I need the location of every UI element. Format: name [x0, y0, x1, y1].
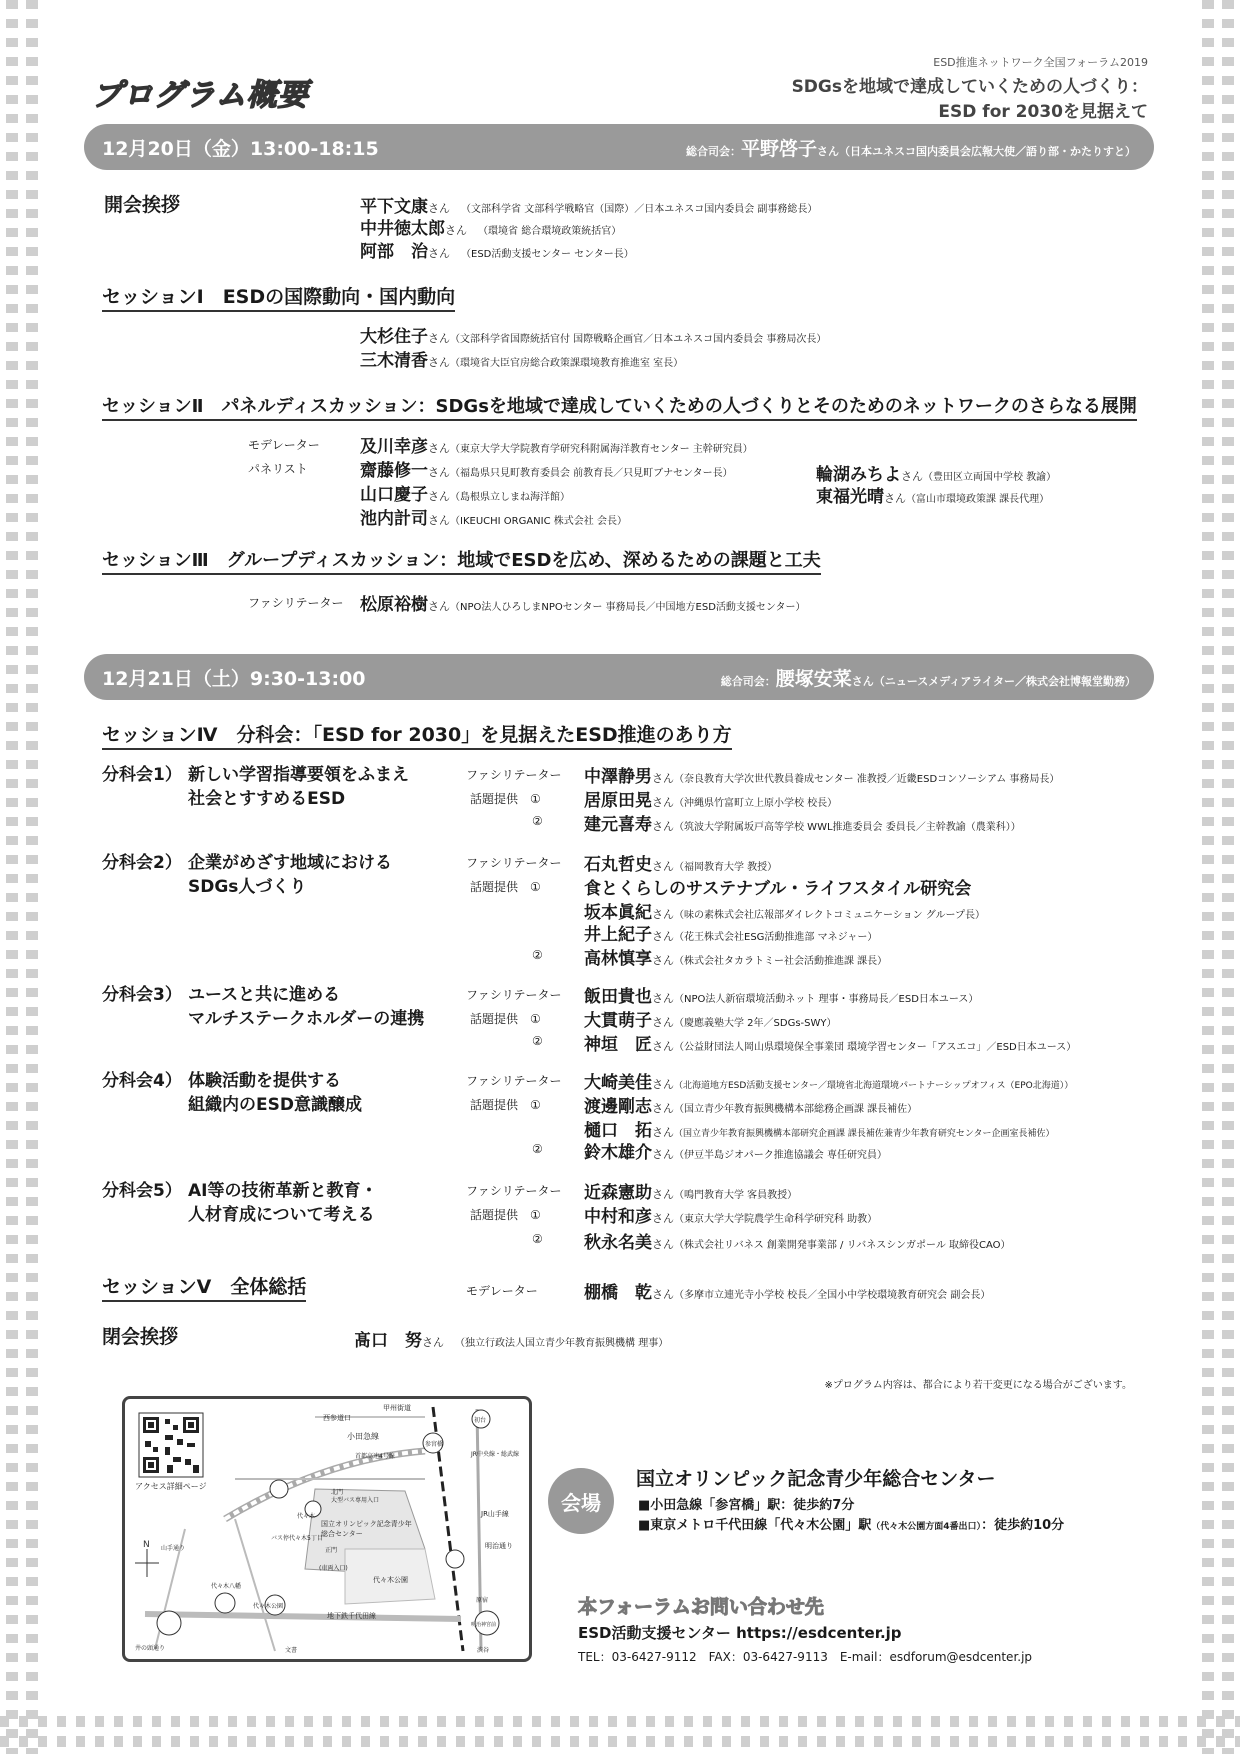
role-label: 話題提供 ①	[470, 1208, 541, 1222]
session2-panelist	[816, 482, 1049, 507]
speaker-name: 松原裕樹	[360, 595, 428, 615]
san: さん	[652, 1288, 674, 1301]
group4-person	[584, 1092, 917, 1117]
map-label: 初台	[474, 1417, 487, 1424]
group2-title1: 企業がめざす地域における	[188, 853, 392, 873]
affiliation: （東京大学大学院教育学研究科附属海洋教育センター 主幹研究員）	[450, 444, 753, 455]
map-label: 首都高速4号線	[355, 1453, 395, 1460]
group3-title2: マルチステークホルダーの連携	[188, 1009, 425, 1029]
access2-b: （代々木公園方面4番出口）	[871, 1522, 982, 1532]
speaker-name: 大杉住子	[360, 327, 428, 347]
access2-c: ：徒歩約10分	[981, 1518, 1065, 1533]
group5-person	[584, 1178, 797, 1203]
san: さん	[428, 514, 450, 527]
group1-num: 分科会1）	[102, 765, 182, 785]
speaker-name: 平下文康	[360, 197, 428, 217]
san: さん	[652, 1078, 674, 1091]
group3-person	[584, 1030, 1076, 1055]
panelist-label: パネリスト	[248, 462, 308, 476]
san: さん	[884, 492, 906, 505]
affiliation: （株式会社タカラトミー社会活動推進課 課長）	[674, 956, 888, 967]
group4-title2: 組織内のESD意識醸成	[188, 1095, 362, 1115]
session5-moderator	[584, 1278, 990, 1303]
session4-title: セッションⅣ 分科会：「ESD for 2030」を見据えたESD推進のあり方	[102, 720, 732, 750]
session3-title: セッションⅢ グループディスカッション：地域でESDを広め、深めるための課題と工夫	[102, 546, 821, 575]
map-label: 正門	[325, 1547, 338, 1554]
san: さん	[652, 1040, 674, 1053]
san: さん	[652, 1102, 674, 1115]
affiliation: （沖縄県竹富町立上原小学校 校長）	[674, 798, 838, 809]
map-label: 参宮橋	[425, 1441, 444, 1448]
opening-speaker	[360, 237, 634, 262]
speaker-name: 居原田晃	[584, 791, 652, 811]
speaker-name: 中澤静男	[584, 767, 652, 787]
speaker-name: 中井徳太郎	[360, 219, 445, 239]
map-label: 原宿	[476, 1597, 489, 1604]
san: さん	[652, 796, 674, 809]
affiliation: （北海道地方ESD活動支援センター／環境省北海道環境パートナーシップオフィス（EPO北海道））	[674, 1081, 1074, 1091]
role-label: 話題提供 ①	[470, 880, 541, 894]
speaker-name: 井上紀子	[584, 925, 652, 945]
day1-mc-name: 平野啓子	[740, 137, 817, 160]
affiliation: （鳴門教育大学 客員教授）	[674, 1190, 798, 1201]
map-label: 代々木公園	[253, 1603, 284, 1610]
role-label: ファシリテーター	[466, 988, 562, 1002]
speaker-name: 中村和彦	[584, 1207, 652, 1227]
map-label: 北門	[331, 1489, 344, 1496]
affiliation: （国立青少年教育振興機構本部研究企画課 課長補佐兼青少年教育研究センター企画室長補佐）	[674, 1129, 1055, 1139]
contact-org[interactable]: ESD活動支援センター https://esdcenter.jp	[578, 1624, 902, 1642]
day2-mc-affil: さん（ニュースメディアライター／株式会社博報堂勤務）	[851, 674, 1136, 688]
closing-speaker	[354, 1326, 668, 1351]
group4-person	[584, 1138, 887, 1163]
san: さん	[428, 202, 450, 215]
session1-title: セッションⅠ ESDの国際動向・国内動向	[102, 282, 455, 312]
affiliation: （IKEUCHI ORGANIC 株式会社 会長）	[450, 516, 627, 527]
role-label: ファシリテーター	[466, 1184, 562, 1198]
affiliation: （福岡教育大学 教授）	[674, 862, 778, 873]
role-label: ファシリテーター	[466, 856, 562, 870]
speaker-name: 阿部 治	[360, 242, 428, 262]
group1-person	[584, 786, 837, 811]
san: さん	[428, 466, 450, 479]
map-label: バス停代々木5丁目	[271, 1535, 323, 1542]
san: さん	[445, 224, 467, 237]
speaker-name: 高林慎享	[584, 949, 652, 969]
speaker-name: 輪湖みちよ	[816, 465, 901, 485]
san: さん	[652, 930, 674, 943]
role-label: ②	[532, 814, 543, 828]
border-dots-left-2	[26, 0, 38, 1754]
group1-title2: 社会とすすめるESD	[188, 789, 346, 809]
group5-person	[584, 1202, 877, 1227]
map-label: 文書	[285, 1647, 298, 1654]
group2-person	[584, 944, 887, 969]
session1-speaker	[360, 346, 683, 371]
affiliation: （独立行政法人国立青少年教育振興機構 理事）	[460, 1338, 669, 1349]
border-dots-bottom-1	[0, 1716, 1240, 1727]
san: さん	[428, 490, 450, 503]
map-label: 井の頭通り	[135, 1645, 166, 1652]
san: さん	[652, 820, 674, 833]
map-label: JR山手線	[481, 1510, 509, 1518]
map-label: (車両入口)	[319, 1565, 348, 1572]
map-label: 代々木公園	[373, 1576, 408, 1584]
contact-line[interactable]: TEL：03-6427-9112 FAX：03-6427-9113 E-mail：esdforum@esdcenter.jp	[578, 1650, 1033, 1664]
san: さん	[428, 247, 450, 260]
border-dots-right-1	[1202, 0, 1214, 1754]
day2-bar	[84, 654, 1154, 700]
affiliation: （奈良教育大学次世代教員養成センター 准教授／近畿ESDコンソーシアム 事務局長）	[674, 774, 1060, 785]
affiliation: （国立青少年教育振興機構本部総務企画課 課長補佐）	[674, 1104, 918, 1115]
speaker-name: 山口慶子	[360, 485, 428, 505]
map-label: 甲州街道	[383, 1404, 411, 1412]
speaker-name: 鈴木雄介	[584, 1143, 652, 1163]
map-label: 国立オリンピック記念青少年総合センター	[321, 1520, 412, 1538]
day2-date: 12月21日（土）9:30-13:00	[102, 667, 366, 690]
map-label: 西参道口	[323, 1414, 351, 1422]
page-title: プログラム概要	[92, 78, 309, 113]
affiliation: （富山市環境政策課 課長代理）	[906, 494, 1050, 505]
day1-mc	[686, 134, 1136, 161]
speaker-name: 石丸哲史	[584, 855, 652, 875]
group3-num: 分科会3）	[102, 985, 182, 1005]
affiliation: （文部科学省国際統括官付 国際戦略企画官／日本ユネスコ国内委員会 事務局次長）	[450, 334, 827, 345]
day1-bar	[84, 124, 1154, 170]
speaker-name: 神垣 匠	[584, 1035, 652, 1055]
role-label: 話題提供 ①	[470, 1012, 541, 1026]
speaker-name: 坂本眞紀	[584, 903, 652, 923]
role-label: ②	[532, 1232, 543, 1246]
day2-mc-name: 腰塚安菜	[775, 667, 852, 690]
group5-person	[584, 1228, 1011, 1253]
group2-title2: SDGs人づくり	[188, 877, 307, 897]
speaker-name: 池内計司	[360, 509, 428, 529]
group4-num: 分科会4）	[102, 1071, 182, 1091]
affiliation: （文部科学省 文部科学戦略官（国際）／日本ユネスコ国内委員会 副事務総長）	[466, 204, 818, 215]
role-label: ②	[532, 948, 543, 962]
affiliation: （ESD活動支援センター センター長）	[466, 249, 634, 260]
san: さん	[428, 600, 450, 613]
opening-title: 開会挨拶	[104, 194, 181, 216]
speaker-name: 齋藤修一	[360, 461, 428, 481]
day2-mc	[721, 664, 1136, 691]
affiliation: （環境省 総合環境政策統括官）	[483, 226, 622, 237]
session3-facilitator	[360, 590, 806, 615]
speaker-name: 秋永名美	[584, 1233, 652, 1253]
moderator-label: モデレーター	[248, 438, 320, 452]
forum-theme-line1: SDGsを地域で達成していくための人づくり：	[791, 77, 1148, 97]
group2-person	[584, 850, 777, 875]
group1-title1: 新しい学習指導要領をふまえ	[188, 765, 409, 785]
map-label: JR中央線・総武線	[471, 1451, 519, 1458]
map-label: 山手通り	[161, 1545, 186, 1552]
venue-name: 国立オリンピック記念青少年総合センター	[636, 1468, 996, 1490]
day1-mc-affil: さん（日本ユネスコ国内委員会広報大使／語り部・かたりすと）	[817, 144, 1136, 158]
san: さん	[422, 1336, 444, 1349]
closing-title: 閉会挨拶	[102, 1326, 179, 1348]
day1-date: 12月20日（金）13:00-18:15	[102, 137, 379, 160]
role-label: ファシリテーター	[466, 1074, 562, 1088]
day1-mc-label: 総合司会：	[685, 144, 741, 158]
affiliation: （花王株式会社ESG活動推進部 マネジャー）	[674, 932, 878, 943]
affiliation: （株式会社リバネス 創業開発事業部 / リバネスシンガポール 取締役CAO）	[674, 1240, 1011, 1251]
day2-mc-label: 総合司会：	[720, 674, 776, 688]
map-label: 代々木八幡	[211, 1583, 242, 1590]
group5-num: 分科会5）	[102, 1181, 182, 1201]
affiliation: （公益財団法人岡山県環境保全事業団 環境学習センター「アスエコ」／ESD日本ユース）	[674, 1042, 1077, 1053]
contact-heading: 本フォーラムお問い合わせ先	[578, 1596, 824, 1618]
san: さん	[652, 908, 674, 921]
san: さん	[652, 772, 674, 785]
affiliation: （NPO法人新宿環境活動ネット 理事・事務局長／ESD日本ユース）	[674, 994, 979, 1005]
map-label: 地下鉄千代田線	[327, 1612, 376, 1620]
svg-text:N: N	[143, 1540, 150, 1550]
speaker-name: 棚橋 乾	[584, 1283, 652, 1303]
venue-access-1: ■小田急線「参宮橋」駅：徒歩約7分	[638, 1498, 855, 1513]
map-label: 小田急線	[347, 1432, 379, 1441]
program-note: ※プログラム内容は、都合により若干変更になる場合がございます。	[824, 1380, 1132, 1391]
border-dots-left-1	[6, 0, 18, 1754]
map-label: 大型バス専用入口	[331, 1497, 380, 1504]
session2-moderator	[360, 432, 753, 457]
san: さん	[652, 1016, 674, 1029]
group4-person	[584, 1068, 1073, 1093]
san: さん	[428, 356, 450, 369]
affiliation: （味の素株式会社広報部ダイレクトコミュニケーション グループ長）	[674, 910, 985, 921]
group1-person	[584, 810, 1021, 835]
moderator-label: モデレーター	[466, 1284, 538, 1298]
forum-theme-line2: ESD for 2030を見据えて	[938, 102, 1148, 122]
speaker-name: 髙口 努	[354, 1331, 422, 1351]
role-label: 話題提供 ①	[470, 1098, 541, 1112]
session2-panelist	[360, 480, 570, 505]
speaker-name: 及川幸彦	[360, 437, 428, 457]
group1-person	[584, 762, 1059, 787]
san: さん	[652, 1126, 674, 1139]
group3-title1: ユースと共に進める	[188, 985, 341, 1005]
access2-a: ■東京メトロ千代田線「代々木公園」駅	[638, 1518, 872, 1533]
group5-title2: 人材育成について考える	[188, 1205, 375, 1225]
affiliation: （福島県只見町教育委員会 前教育長／只見町ブナセンター長）	[450, 468, 733, 479]
san: さん	[901, 470, 923, 483]
speaker-name: 樋口 拓	[584, 1121, 652, 1141]
role-label: ファシリテーター	[466, 768, 562, 782]
role-label: ②	[532, 1142, 543, 1156]
session2-panelist	[360, 504, 627, 529]
speaker-name: 渡邊剛志	[584, 1097, 652, 1117]
map-label: 代々木	[297, 1513, 316, 1520]
affiliation: （東京大学大学院農学生命科学研究科 助教）	[674, 1214, 878, 1225]
san: さん	[652, 1148, 674, 1161]
group4-title1: 体験活動を提供する	[188, 1071, 341, 1091]
speaker-name: 近森憲助	[584, 1183, 652, 1203]
san: さん	[428, 332, 450, 345]
group3-person	[584, 1006, 837, 1031]
map-label: 明治通り	[485, 1542, 513, 1550]
speaker-name: 大貫萌子	[584, 1011, 652, 1031]
role-label: 話題提供 ①	[470, 792, 541, 806]
san: さん	[652, 1238, 674, 1251]
affiliation: （島根県立しまね海洋館）	[450, 492, 570, 503]
san: さん	[652, 1212, 674, 1225]
map-label: 渋谷	[477, 1647, 490, 1654]
affiliation: （多摩市立連光寺小学校 校長／全国小中学校環境教育研究会 副会長）	[674, 1290, 991, 1301]
role-label: ②	[532, 1034, 543, 1048]
group3-person	[584, 982, 978, 1007]
affiliation: （NPO法人ひろしまNPOセンター 事務局長／中国地方ESD活動支援センター）	[450, 602, 806, 613]
session5-title: セッションⅤ 全体総括	[102, 1272, 306, 1302]
affiliation: （伊豆半島ジオパーク推進協議会 専任研究員）	[674, 1150, 887, 1161]
san: さん	[652, 954, 674, 967]
map-label: 明治神宮前	[471, 1622, 497, 1628]
speaker-name: 建元喜寿	[584, 815, 652, 835]
affiliation: （環境省大臣官房総合政策課環境教育推進室 室長）	[450, 358, 684, 369]
group2-org: 食とくらしのサステナブル・ライフスタイル研究会	[584, 879, 972, 899]
border-dots-right-2	[1222, 0, 1234, 1754]
affiliation: （筑波大学附属坂戸高等学校 WWL推進委員会 委員長／主幹教諭（農業科））	[674, 822, 1021, 833]
group5-title1: AI等の技術革新と教育・	[188, 1181, 378, 1201]
affiliation: （慶應義塾大学 2年／SDGs-SWY）	[674, 1018, 837, 1029]
group2-person	[584, 920, 877, 945]
speaker-name: 飯田貴也	[584, 987, 652, 1007]
san: さん	[652, 1188, 674, 1201]
session2-title: セッションⅡ パネルディスカッション：SDGsを地域で達成していくための人づくりとそのためのネットワークのさらなる展開	[102, 392, 1137, 421]
san: さん	[652, 860, 674, 873]
venue-access-2	[638, 1514, 1064, 1533]
affiliation: （豊田区立両国中学校 教諭）	[923, 472, 1057, 483]
facilitator-label: ファシリテーター	[248, 596, 344, 610]
venue-badge: 会場	[548, 1468, 614, 1534]
access-map	[122, 1396, 532, 1662]
opening-speaker	[360, 214, 621, 239]
speaker-name: 三木清香	[360, 351, 428, 371]
qr-code-icon	[139, 1413, 203, 1477]
forum-header	[792, 54, 1148, 122]
san: さん	[428, 442, 450, 455]
border-dots-bottom-2	[0, 1736, 1240, 1747]
forum-name: ESD推進ネットワーク全国フォーラム2019	[933, 56, 1148, 69]
speaker-name: 大崎美佳	[584, 1073, 652, 1093]
san: さん	[652, 992, 674, 1005]
session2-panelist	[360, 456, 733, 481]
speaker-name: 東福光晴	[816, 487, 884, 507]
access-detail-label[interactable]: アクセス詳細ページ	[135, 1482, 207, 1491]
session1-speaker	[360, 322, 826, 347]
group2-num: 分科会2）	[102, 853, 182, 873]
